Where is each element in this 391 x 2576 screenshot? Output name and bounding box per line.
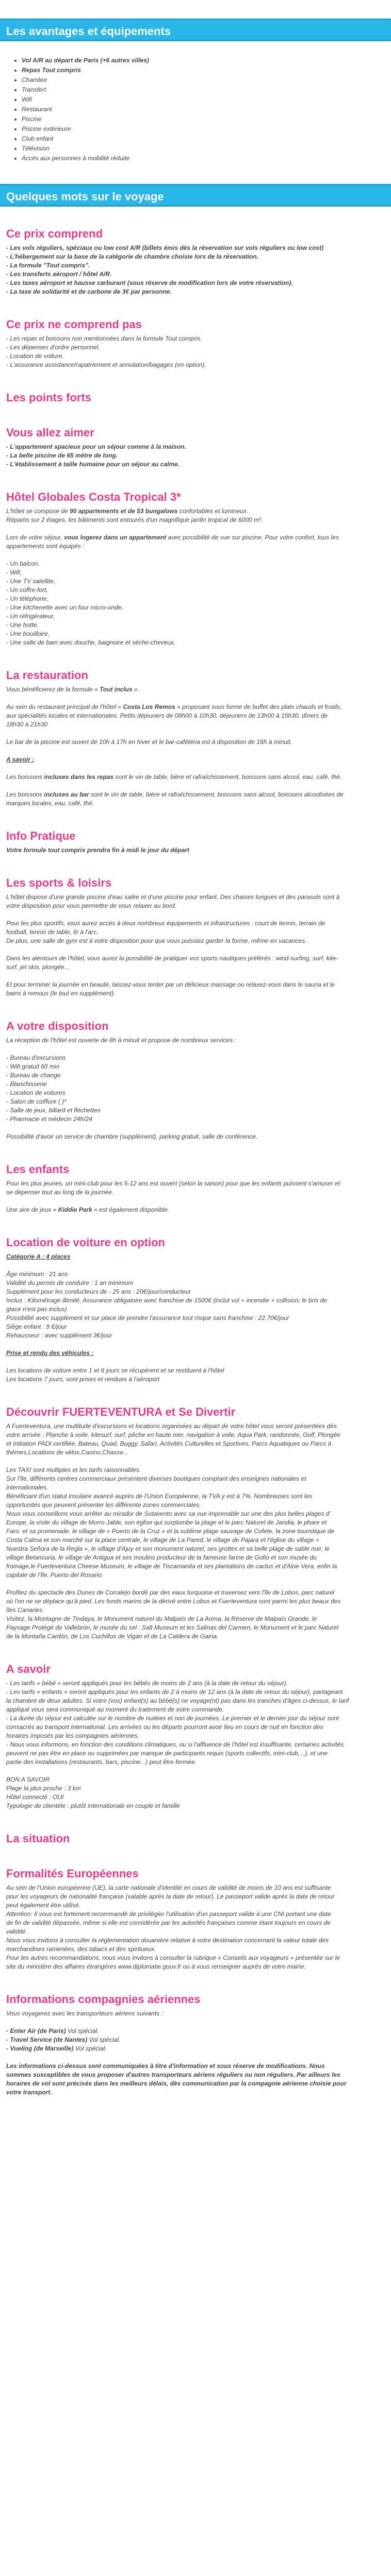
location-conditions [6, 1270, 385, 1340]
decouvrir-line: Europe, la visite du village de Morro Jable, son église qui surplombe la plage et le parc Naturel de Jandia, le phare et [6, 1519, 327, 1526]
hotel-equipment-item: - Un téléphone, [6, 595, 49, 602]
hotel-p1a: L'hôtel se compose de [6, 507, 70, 515]
heading-info-pratique: Info Pratique [6, 829, 76, 842]
hotel-description [6, 507, 385, 647]
sports-p2: votre disposition pour vous permettre de vous relaxer au bord. [6, 902, 177, 909]
bon-a-savoir-line: Typologie de clientèle : plutôt internationale en couple et famille [6, 1802, 180, 1809]
hotel-equipment-item: - Un balcon, [6, 560, 40, 567]
hotel-p1c: confortables et lumineux. [177, 507, 249, 515]
heading-prix-ne-comprend-pas: Ce prix ne comprend pas [6, 318, 142, 331]
hotel-equipment-item: - Un coffre-fort, [6, 586, 48, 594]
disposition-content [6, 1036, 385, 1141]
compagnies-intro: Vous voyagerez avec les transporteurs aériens suivants : [6, 2010, 163, 2017]
decouvrir-line: Costa Calma et son marché sur la place centrale, le village de La Pared, le village de Pajara et l'église du village « [6, 1536, 319, 1544]
sports-p5: De plus, une salle de gym est à votre disposition pour que vous puissiez garder la forme, même en vacances. [6, 937, 307, 944]
equipement-item: • Transfert [22, 85, 391, 95]
decouvrir-line: et initiation PADI certifiée, Bateau, Quad, Buggy, Safari, Activités Culturelles et Sportives, Parcs Aquatiques ou Parcs à [6, 1440, 332, 1447]
bon-a-savoir-title: BON A SAVOIR [6, 1776, 50, 1783]
dispo-service-item: - Pharmacie et médecin 24h/24 [6, 1115, 92, 1123]
airline-item [6, 2044, 385, 2053]
formalites-line: Attention: Il vous est fortement recommandé de privilégier l'utilisation d'un passeport valide à une CNI portant une date [6, 1910, 331, 1918]
airline-name: - Travel Service (de Nantes) [6, 2036, 88, 2043]
heading-points-forts: Les points forts [6, 391, 92, 404]
resto-p3: Le bar de la piscine est ouvert de 10h à 17h en hiver et le bar-cafétéria est à disposition de 16h à minuit. [6, 738, 292, 745]
hotel-equipment-item: - Une bouilloire, [6, 630, 50, 637]
prix-comprend-item: - L'hébergement sur la base de la catégorie de chambre choisie lors de la réservation. [6, 253, 259, 260]
location-condition-line: Inclus : Kilométrage illimité, Assurance obligatoire avec franchise de 1500€ (inclut vol + incendie + collision; le bris de [6, 1297, 327, 1304]
hotel-equipment-item: - Une salle de bain avec douche, baignoire et sèche-cheveux. [6, 639, 176, 646]
heading-vous-allez-aimer: Vous allez aimer [6, 426, 94, 439]
equipement-item: • Vol A/R au départ de Paris (+6 autres villes) [22, 56, 391, 65]
heading-a-votre-disposition: A votre disposition [6, 1020, 109, 1032]
heading-a-savoir: A savoir [6, 1663, 51, 1675]
airline-name: - Enter Air (de Paris) [6, 2027, 66, 2035]
enfants-p3a: Une aire de jeux « [6, 1206, 58, 1213]
location-condition-line: Supplément pour les conducteurs de - 25 ans : 20€/jour/conducteur [6, 1288, 191, 1295]
compagnies-foot2: sommes susceptibles de vous proposer d'autres transporteurs aériens réguliers ou non réguliers. Par ailleurs les [6, 2071, 340, 2078]
a-savoir-line: horaires imposés par les compagnies aériennes. [6, 1732, 140, 1739]
formalites-line: Nous vous invitons à consulter la réglementation douanière relative à votre destination concernant la valeur totale des [6, 1937, 329, 1944]
equipement-item: • Repas Tout compris [22, 65, 391, 75]
decouvrir-line: opportunités que peuvent présenter les différente zones commerciales. [6, 1501, 201, 1509]
equipement-item: • Piscine [22, 114, 391, 124]
hotel-p1b: 90 appartements et de 53 bungalows [70, 507, 178, 515]
heading-formalites: Formalités Européennes [6, 1867, 139, 1880]
prix-ne-comprend-item: - Les repas et boissons non mentionnées dans la formule Tout compris. [6, 335, 202, 342]
a-savoir-line: - Nous vous informons, en fonction des conditions climatiques, ou si l'affluence de l'hôtel est insuffisante, certaines activités [6, 1741, 344, 1748]
prix-comprend-item: - Les transferts aéroport / hôtel A/R. [6, 270, 112, 278]
prix-ne-comprend-item: - Location de voiture. [6, 352, 64, 360]
formalites-line: validité. [6, 1928, 27, 1935]
heading-decouvrir: Découvrir FUERTEVENTURA et Se Divertir [6, 1405, 236, 1418]
heading-prix-comprend: Ce prix comprend [6, 227, 103, 240]
equipements-list [22, 56, 391, 163]
heading-sports-loisirs: Les sports & loisirs [6, 876, 112, 889]
resto-p4c: sont le vin de table, bière et rafraîchissement, boissons sans alcool, eau, café, thé. [113, 773, 342, 781]
resto-l1a: Vous bénéficierez de la formule « [6, 686, 100, 693]
a-savoir-line: la chambre de deux adultes. Si votre (vos) enfant(s) au bébé(s) ne voyage(nt) pas dans les tranches d'âges ci-dessus, le tarif [6, 1697, 349, 1704]
prix-comprend-item: - La formule "Tout compris". [6, 262, 90, 269]
airline-name: - Vueling (de Marseille) [6, 2045, 74, 2052]
decouvrir-line: Profitez du spectacle des Dunes de Corralejo bordé par des eaux turquoise et traversez vers l'île de Lobos, parc naturel [6, 1589, 334, 1596]
resto-p4b: incluses dans les repas [44, 773, 114, 781]
location-content [6, 1252, 385, 1384]
enfants-p3b: Kiddie Park [58, 1206, 92, 1213]
decouvrir-line: Sur l'île, différents centres commerciaux présentent diverses boutiques comptant des enseignes nationales et [6, 1475, 306, 1482]
decouvrir-line: village Betancuria, le village de Antigua et ses moulins producteur de la fameuse farine de Gofio et son musée du [6, 1554, 317, 1561]
hotel-p3b: vous logerez dans un appartement [64, 534, 167, 541]
enfants-p3c: » est également disponible. [92, 1206, 170, 1213]
formalites-line: marchandises ramenées, des tabacs et des spiritueux. [6, 1945, 156, 1953]
hotel-equipment-item: - Une hotte, [6, 621, 39, 629]
equipement-item: • Wifi [22, 95, 391, 105]
a-savoir-content [6, 1679, 385, 1810]
decouvrir-line: A Fuerteventura, une multitude d'excursions et locations organisées au départ de votre hôtel vous seront présentées dès [6, 1422, 337, 1430]
compagnies-content [6, 2009, 385, 2097]
vous-allez-aimer-item: - La belle piscine de 65 mètre de long. [6, 452, 118, 459]
sports-content [6, 893, 385, 998]
enfants-p1: Pour les plus jeunes, un mini-club pour les 5-12 ans est ouvert (selon la saison) pour que les enfants puissent s'amuser et [6, 1180, 340, 1187]
compagnies-foot3: horaires de vol sont précisés dans les meilleurs délais, dès communication par la compagnie aérienne choisie pour [6, 2080, 347, 2087]
prix-ne-comprend-item: - Les dépenses d'ordre personnel. [6, 344, 100, 351]
hotel-equipment-item: - Une kitchenette avec un four micro-onde, [6, 604, 123, 611]
section-banner-voyage: Quelques mots sur le voyage [0, 184, 391, 207]
resto-p5a: Les boissons [6, 791, 44, 798]
restauration-content [6, 685, 385, 808]
sports-p8: Et pour terminer la journée en beauté, laissez-vous tenter par un délicieux massage ou relaxez-vous dans le sauna et le [6, 981, 335, 988]
airline-item [6, 2036, 385, 2044]
location-prise2: Les locations 7 jours, sont prises et rendues à l'aéroport [6, 1376, 160, 1383]
location-condition-line: glace n'est pas inclus) [6, 1306, 67, 1313]
resto-p2b: Costa Los Remos [123, 703, 175, 710]
heading-hotel: Hôtel Globales Costa Tropical 3* [6, 490, 181, 503]
bon-a-savoir-line: Plage la plus proche : 3 km [6, 1785, 81, 1792]
decouvrir-line: Visitez, la Montagne de Tindaya, le Monument naturel du Malpaïs de La Arena, la Réserve de Malpaïs Grande, le [6, 1615, 317, 1622]
hotel-equipment-item: - Wifi, [6, 569, 22, 576]
airline-note: Vol spécial. [73, 2045, 107, 2052]
location-condition-line: Possibilité avec supplément et sur place de prendre l'assurance tout risque sans franchise : 22.70€/jour [6, 1314, 289, 1321]
location-prise-rendu: Prise et rendu des véhicules : [6, 1349, 94, 1357]
sports-p1: L'hôtel dispose d'une grande piscine d'eau salée et d'une piscine pour enfant. Des chaises longues et des parasols sont à [6, 893, 340, 901]
heading-enfants: Les enfants [6, 1163, 70, 1176]
formalites-content [6, 1884, 385, 1971]
a-savoir-line: consacrés au transport international. Les arrivées ou les départs pourront avoir lieu en cours de nuit en fonction des [6, 1723, 323, 1731]
resto-p2c: » proposant sous forme de buffet des plats chauds et froids, [175, 703, 341, 710]
hotel-p3c: avec possibilité de vue sur piscine. Pour votre confort, tous les [166, 534, 339, 541]
hotel-p2: Répartis sur 2 étages, les bâtiments sont entourés d'un magnifique jardin tropical de 6000 m². [6, 516, 263, 523]
resto-l1c: ». [132, 686, 139, 693]
equipement-item: • Restaurant [22, 105, 391, 114]
info-pratique-line: Votre formule tout compris prendra fin à midi le jour du départ [6, 846, 189, 854]
vous-allez-aimer-list [6, 443, 385, 469]
decouvrir-line: Bénéficiant d'un statut insulaire avancé auprès de l'Union Européenne, la TVA y est à 7%. Nombreuses sont les [6, 1493, 313, 1500]
equipement-item: • Chambre [22, 75, 391, 85]
a-savoir-line: - Les tarifs « enfants » seront appliqués pour les enfants de 2 à moins de 12 ans (à la date de retour du séjour), partageant [6, 1688, 343, 1696]
sports-p4: football, tennis de table, tir à l'arc. [6, 928, 99, 936]
vous-allez-aimer-item: - L'établissement à taille humaine pour un séjour au calme. [6, 461, 180, 468]
sports-p7: surf, jet skis, plongée... [6, 963, 70, 971]
prix-comprend-item: - Les taxes aéroport et hausse carburant (sous réserve de modification lors de votre réservation). [6, 279, 293, 286]
decouvrir-line: Les TAXI sont multiples et les tarifs raisonnables. [6, 1466, 141, 1473]
location-condition-line: Rehausseur : avec supplément 3€/jour [6, 1332, 112, 1339]
heading-location-voiture: Location de voiture en option [6, 1236, 165, 1249]
prix-comprend-list [6, 244, 385, 296]
section-banner-equipements: Les avantages et équipements [0, 19, 391, 41]
resto-p2e: 18h30 à 21h30 [6, 721, 48, 728]
decouvrir-line: Nuestra Señora de la Regla », le village d'Ajuy et son monument naturel, ses grottes et sa belle plage de sable noir, le [6, 1545, 330, 1552]
prix-comprend-item: - Les vols réguliers, spéciaux ou low cost A/R (billets émis dès la réservation sur vols réguliers ou low cost) [6, 244, 324, 251]
a-savoir-line: - Les tarifs « bébé » seront appliqués pour les bébés de moins de 2 ans (à la date de retour du séjour). [6, 1680, 288, 1687]
airline-list [6, 2027, 385, 2053]
resto-p5c: sont le vin de table, bière et rafraîchissement, boissons sans alcool, boissons alcoolisées de [89, 791, 344, 798]
sports-p6: Dans les alentours de l'hôtel, vous aurez la possibilité de pratiquer vos sports nautiques préférés : wind-surfing, surf, kite- [6, 955, 338, 962]
location-condition-line: Âge minimum : 21 ans [6, 1270, 68, 1278]
a-savoir-line: peuvent ne pas être en place ou supprimées par manque de participants requis (sports collectifs, mini-club,...), et une [6, 1750, 328, 1757]
resto-p5b: incluses au bar [44, 791, 89, 798]
location-prise1: Les locations de voiture entre 1 et 6 jours se récupèrent et se restituent à l'hôtel [6, 1367, 224, 1374]
prix-ne-comprend-pas-list [6, 334, 385, 369]
a-savoir-line: partie des installations (restaurants, bars, piscine...) peut être fermée. [6, 1758, 197, 1766]
decouvrir-line: où l'on ne se déplace qu'à pied. Les fonds marins de la dérivé entre Lobos et Fuerteventura sont parmi les plus beaux des [6, 1598, 341, 1605]
resto-l1b: Tout inclus [100, 686, 133, 693]
formalites-line: Au sein de l'Union européenne (UE), la carte nationale d'identité en cours de validité de moins de 10 ans est suffisante [6, 1884, 331, 1891]
formalites-line: Pour les autres recommandations, nous vous invitons à consulter la rubrique « Conseils aux voyageurs » présentée sur le [6, 1954, 340, 1961]
equipement-item: • Accès aux personnes à mobilité réduite [22, 154, 391, 163]
heading-compagnies-aeriennes: Informations compagnies aériennes [6, 1993, 201, 2006]
resto-p2a: Au sein du restaurant principal de l'hôtel « [6, 703, 123, 710]
equipement-item: • Club enfant [22, 134, 391, 144]
decouvrir-line: de la Montaña Cardón, de Los Cuchillos de Vigán et de La Caldera de Gairia. [6, 1633, 219, 1640]
sports-p9: bains à remous (le tout en supplément). [6, 990, 116, 997]
heading-restauration: La restauration [6, 669, 88, 682]
heading-situation: La situation [6, 1832, 70, 1845]
dispo-service-item: - Location de voitures [6, 1089, 66, 1096]
decouvrir-line: votre arrivée : Planche à voile, kitesurf, surf, pêche en haute mer, navigation à voile, Aqua Park, randonnée, Golf, Plongée [6, 1431, 340, 1438]
location-condition-line: Validité du permis de conduire : 1 an minimum [6, 1279, 134, 1286]
dispo-service-item: - Bureau d'excursions [6, 1054, 66, 1061]
decouvrir-line: Paysage Protégé de Vallebrón, le musée du sel : Salt Museum et les Salinas del Carmen, le Monument et le parc Naturel [6, 1624, 338, 1631]
equipement-item: • Piscine extérieure [22, 124, 391, 134]
airline-item [6, 2027, 385, 2036]
airline-note: Vol spécial. [66, 2027, 99, 2035]
decouvrir-line: internationales. [6, 1484, 48, 1491]
sports-p3: Pour les plus sportifs, vous aurez accès à deux nombreux équipements et infrastructures : court de tennis, terrain de [6, 920, 325, 927]
decouvrir-content [6, 1422, 385, 1641]
a-savoir-line: - La durée du séjour est calculée sur le nombre de nuitées et non de journées. Le premier et le dernier jour du séjour sont [6, 1715, 339, 1722]
resto-p2d: aux spécialités locales et internationales. Petits déjeuners de 08h00 à 10h30, déjeuners de 13h00 à 15h30, dîners de [6, 712, 328, 719]
a-savoir-list [6, 1679, 385, 1767]
decouvrir-line [6, 1457, 385, 1466]
decouvrir-line: fromage,le Fuerteventura Cheese Museum, le village de Tiscamanita et ses plantations de cactus et d'Aloe Vera, enfin la [6, 1563, 337, 1570]
dispo-service-item: - Salle de jeux, billard et fléchettes [6, 1107, 101, 1114]
resto-p5d: marques locales, eau, café, thé. [6, 800, 94, 807]
dispo-service-item: - Bureau de change [6, 1072, 61, 1079]
bon-a-savoir-list [6, 1784, 385, 1810]
hotel-p3d: appartements sont équipés : [6, 543, 85, 550]
enfants-content [6, 1179, 385, 1214]
hotel-p3a: Lors de votre séjour, [6, 534, 64, 541]
decouvrir-line: Nous vous conseillons vous arrêter au mirador de Sotavento avec sa vue imprenable sur une des plus belles plages d' [6, 1510, 331, 1517]
dispo-service-item: - Blanchisserie [6, 1080, 47, 1088]
formalites-line: pour les voyageurs de nationalité française (valable après la date de retour). Le passeport valide après la date de retour [6, 1893, 335, 1900]
enfants-p2: se dépenser tout au long de la journée. [6, 1189, 114, 1196]
bon-a-savoir-line: Hôtel connecté : OUI [6, 1793, 64, 1801]
equipement-item: • Télévision [22, 144, 391, 154]
prix-comprend-item: - La taxe de solidarité et de carbone de 3€ par personne. [6, 288, 172, 295]
resto-a-savoir: A savoir : [6, 756, 35, 763]
dispo-intro: La réception de l'hôtel est ouverte de 8h à minuit et propose de nombreux services : [6, 1037, 236, 1044]
dispo-service-item: - Wifi gratuit 60 min [6, 1063, 60, 1070]
decouvrir-line: Faro. et sa promenade, le village de « Puerto de la Cruz » et la sublime plage sauvage de Cofete, la zone touristique de [6, 1528, 335, 1535]
decouvrir-line [6, 1580, 385, 1588]
dispo-outro: Possibilité d'avoir un service de chambre (supplément), parking gratuit, salle de conférence. [6, 1133, 258, 1140]
prix-ne-comprend-item: - L'assurance assistance/rapatriement et annulation/bagages (en option). [6, 361, 206, 368]
decouvrir-line: capitale de l'île, Puerto del Rosario. [6, 1571, 104, 1579]
formalites-line: peut également être utilisé. [6, 1902, 81, 1909]
vous-allez-aimer-item: - L'appartement spacieux pour un séjour comme à la maison. [6, 443, 186, 450]
formalites-line: site du ministère des affaires étrangères www.diplomatie.gouv.fr ou à vous renseigner auprès de votre mairie. [6, 1963, 306, 1970]
location-categorie: Catégorie A : 4 places [6, 1253, 71, 1260]
dispo-services-list [6, 1054, 385, 1124]
hotel-equipment-item: - Un réfrigérateur, [6, 613, 55, 620]
compagnies-foot1: Les informations ci-dessus sont communiquées à titre d'information et sous réserve de modifications. Nous [6, 2062, 325, 2070]
compagnies-foot4: votre transport. [6, 2089, 52, 2096]
voyage-content [0, 227, 391, 2097]
dispo-service-item: - Salon de coiffure ( )* [6, 1098, 67, 1105]
hotel-equipment-item: - Une TV satellite, [6, 578, 56, 585]
hotel-equipment-list [6, 560, 385, 647]
decouvrir-line: îles Canaries. [6, 1606, 44, 1614]
location-condition-line: Siège enfant : 9 €/jour [6, 1323, 67, 1330]
airline-note: Vol spécial. [87, 2036, 121, 2043]
decouvrir-line: thèmes,Locations de vélos,Casino,Chasse... [6, 1449, 128, 1456]
a-savoir-line: appliqué vous sera communiqué au moment du traitement de votre commande. [6, 1706, 224, 1713]
resto-p4a: Les boissons [6, 773, 44, 781]
formalites-line: de fin de validité dépassée, même si elle est considérée par les autorités françaises comme étant toujours en cours de [6, 1919, 331, 1926]
